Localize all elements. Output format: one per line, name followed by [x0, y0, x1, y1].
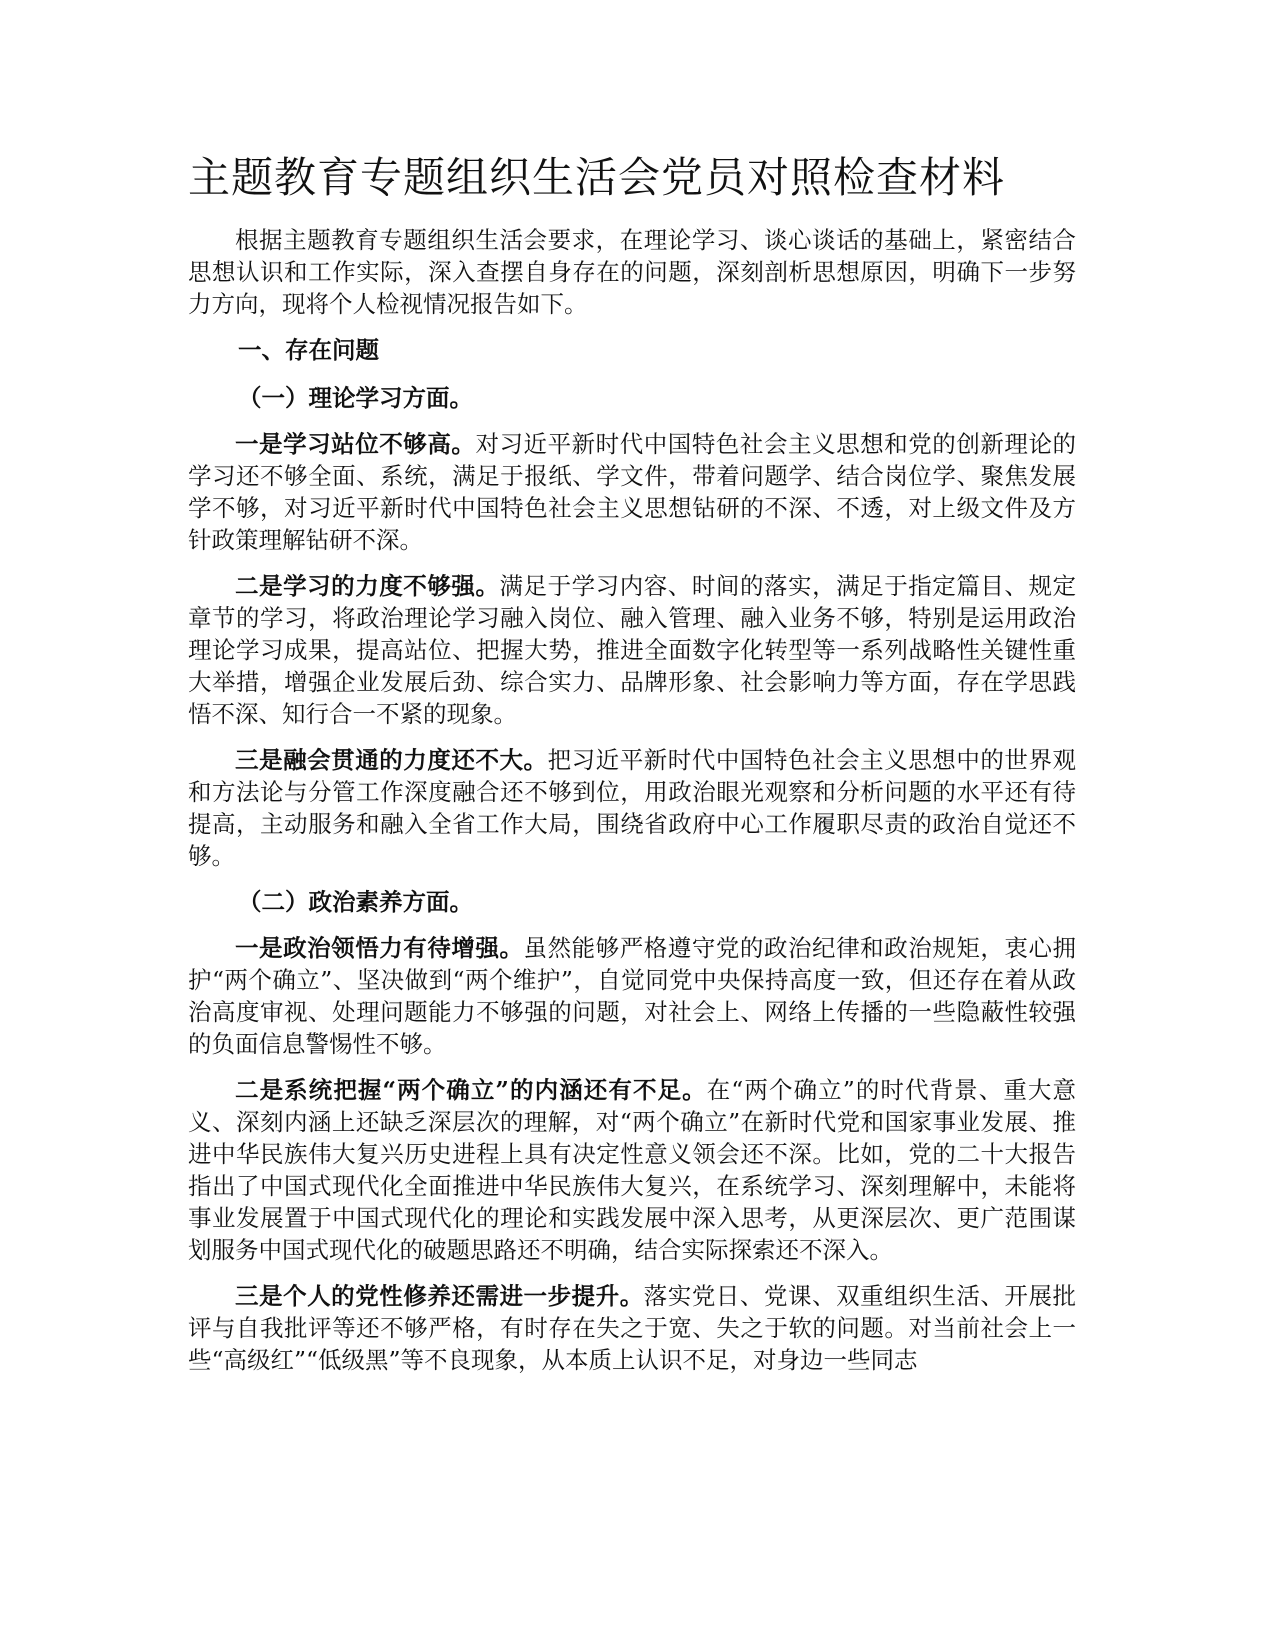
- subsection-heading-theory: （一）理论学习方面。: [238, 384, 473, 412]
- section-heading-problems: 一、存在问题: [238, 336, 379, 364]
- document-title: 主题教育专题组织生活会党员对照检查材料: [188, 153, 1006, 202]
- item-lead: 三是融会贯通的力度还不大。: [235, 746, 548, 774]
- politics-item-1: [188, 932, 1076, 1060]
- item-text: 把习近平新时代中国特色社会主义思想中的世界观和方法论与分管工作深度融合还不够到位，用政治眼光观察和分析问题的水平还有待提高，主动服务和融入全省工作大局，围绕省政府中心工作履职尽责的政治自觉还不够。: [188, 746, 1077, 870]
- item-lead: 二是系统把握“两个确立”的内涵还有不足。: [235, 1076, 707, 1104]
- document-page: [188, 150, 1076, 1390]
- politics-item-2: [188, 1074, 1076, 1266]
- item-text: 在“两个确立”的时代背景、重大意义、深刻内涵上还缺乏深层次的理解，对“两个确立”在新时代党和国家事业发展、推进中华民族伟大复兴历史进程上具有决定性意义领会还不深。比如，党的二十大报告指出了中国式现代化全面推进中华民族伟大复兴，在系统学习、深刻理解中，未能将事业发展置于中国式现代化的理论和实践发展中深入思考，从更深层次、更广范围谋划服务中国式现代化的破题思路还不明确，结合实际探索还不深入。: [188, 1076, 1076, 1264]
- subsection-heading-politics: （二）政治素养方面。: [238, 888, 473, 916]
- theory-item-2: [188, 570, 1076, 730]
- item-lead: 三是个人的党性修养还需进一步提升。: [235, 1282, 644, 1310]
- item-lead: 一是政治领悟力有待增强。: [235, 934, 524, 962]
- item-text: 对习近平新时代中国特色社会主义思想和党的创新理论的学习还不够全面、系统，满足于报纸、学文件，带着问题学、结合岗位学、聚焦发展学不够，对习近平新时代中国特色社会主义思想钻研的不深、不透，对上级文件及方针政策理解钻研不深。: [188, 430, 1077, 554]
- item-text: 落实党日、党课、双重组织生活、开展批评与自我批评等还不够严格，有时存在失之于宽、失之于软的问题。对当前社会上一些“高级红”“低级黑”等不良现象，从本质上认识不足，对身边一些同志: [188, 1282, 1076, 1374]
- theory-item-1: [188, 428, 1076, 556]
- item-lead: 二是学习的力度不够强。: [235, 572, 500, 600]
- politics-item-3: [188, 1280, 1076, 1376]
- item-text: 虽然能够严格遵守党的政治纪律和政治规矩，衷心拥护“两个确立”、坚决做到“两个维护”，自觉同党中央保持高度一致，但还存在着从政治高度审视、处理问题能力不够强的问题，对社会上、网络上传播的一些隐蔽性较强的负面信息警惕性不够。: [188, 934, 1077, 1058]
- intro-paragraph: 根据主题教育专题组织生活会要求，在理论学习、谈心谈话的基础上，紧密结合思想认识和工作实际，深入查摆自身存在的问题，深刻剖析思想原因，明确下一步努力方向，现将个人检视情况报告如下。: [188, 226, 1076, 318]
- item-lead: 一是学习站位不够高。: [235, 430, 476, 458]
- item-text: 满足于学习内容、时间的落实，满足于指定篇目、规定章节的学习，将政治理论学习融入岗位、融入管理、融入业务不够，特别是运用政治理论学习成果，提高站位、把握大势，推进全面数字化转型等一系列战略性关键性重大举措，增强企业发展后劲、综合实力、品牌形象、社会影响力等方面，存在学思践悟不深、知行合一不紧的现象。: [188, 572, 1077, 728]
- theory-item-3: [188, 744, 1076, 872]
